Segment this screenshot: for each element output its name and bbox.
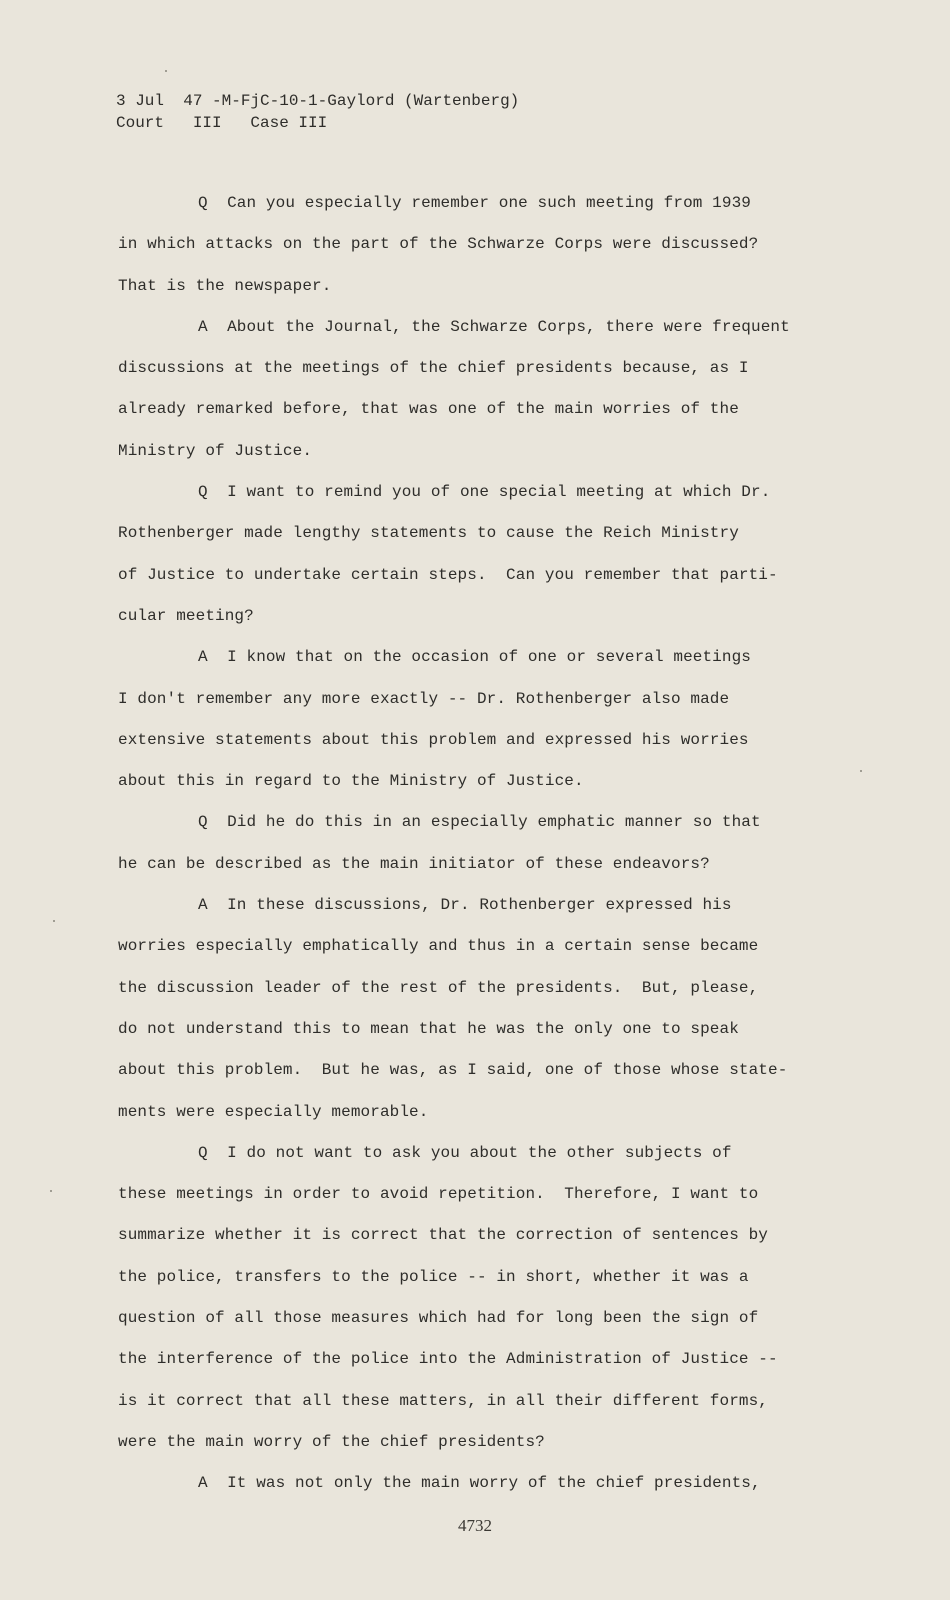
- text-line: in which attacks on the part of the Schwarze Corps were discussed?: [118, 235, 759, 254]
- paper-speck: [53, 920, 55, 922]
- text-line: Q Can you especially remember one such meeting from 1939: [198, 194, 751, 212]
- text-line: the discussion leader of the rest of the presidents. But, please,: [118, 978, 759, 997]
- paper-speck: [860, 770, 862, 772]
- text-line: about this in regard to the Ministry of Justice.: [118, 772, 584, 791]
- text-line: Q Did he do this in an especially emphatic manner so that: [198, 813, 761, 832]
- text-line: discussions at the meetings of the chief presidents because, as I: [118, 359, 749, 378]
- text-line: That is the newspaper.: [118, 276, 332, 295]
- text-line: he can be described as the main initiator of these endeavors?: [118, 854, 710, 873]
- text-line: the police, transfers to the police -- in short, whether it was a: [118, 1267, 749, 1286]
- text-line: Ministry of Justice.: [118, 441, 313, 460]
- header-line-1: 3 Jul 47 -M-FjC-10-1-Gaylord (Wartenberg): [116, 92, 520, 110]
- text-line: Rothenberger made lengthy statements to cause the Reich Ministry: [118, 524, 739, 543]
- paper-speck: [165, 70, 167, 72]
- text-line: A I know that on the occasion of one or several meetings: [198, 648, 751, 667]
- text-line: about this problem. But he was, as I said, one of those whose state-: [118, 1061, 788, 1080]
- text-line: Q I do not want to ask you about the other subjects of: [198, 1143, 732, 1162]
- page-number: 4732: [458, 1516, 492, 1535]
- text-line: worries especially emphatically and thus in a certain sense became: [118, 937, 759, 956]
- text-line: I don't remember any more exactly -- Dr. Rothenberger also made: [118, 689, 730, 708]
- text-line: A About the Journal, the Schwarze Corps, there were frequent: [198, 317, 790, 336]
- text-line: question of all those measures which had for long been the sign of: [118, 1309, 759, 1328]
- text-line: were the main worry of the chief presidents?: [118, 1432, 545, 1451]
- paper-speck: [50, 1190, 52, 1192]
- text-line: the interference of the police into the Administration of Justice --: [118, 1350, 778, 1369]
- text-line: of Justice to undertake certain steps. Can you remember that parti-: [118, 565, 778, 584]
- text-line: is it correct that all these matters, in all their different forms,: [118, 1391, 769, 1410]
- text-line: do not understand this to mean that he was the only one to speak: [118, 1019, 739, 1038]
- text-line: extensive statements about this problem and expressed his worries: [118, 730, 749, 749]
- text-line: already remarked before, that was one of the main worries of the: [118, 400, 739, 419]
- text-line: Q I want to remind you of one special meeting at which Dr.: [198, 483, 771, 502]
- document-header: [116, 90, 519, 134]
- text-line: cular meeting?: [118, 606, 254, 625]
- text-line: these meetings in order to avoid repetition. Therefore, I want to: [118, 1185, 759, 1204]
- text-line: A It was not only the main worry of the chief presidents,: [198, 1474, 761, 1493]
- header-line-2: Court III Case III: [116, 114, 328, 132]
- text-line: ments were especially memorable.: [118, 1102, 429, 1121]
- transcript-body: [118, 193, 828, 1515]
- text-line: summarize whether it is correct that the correction of sentences by: [118, 1226, 769, 1245]
- text-line: A In these discussions, Dr. Rothenberger expressed his: [198, 896, 732, 915]
